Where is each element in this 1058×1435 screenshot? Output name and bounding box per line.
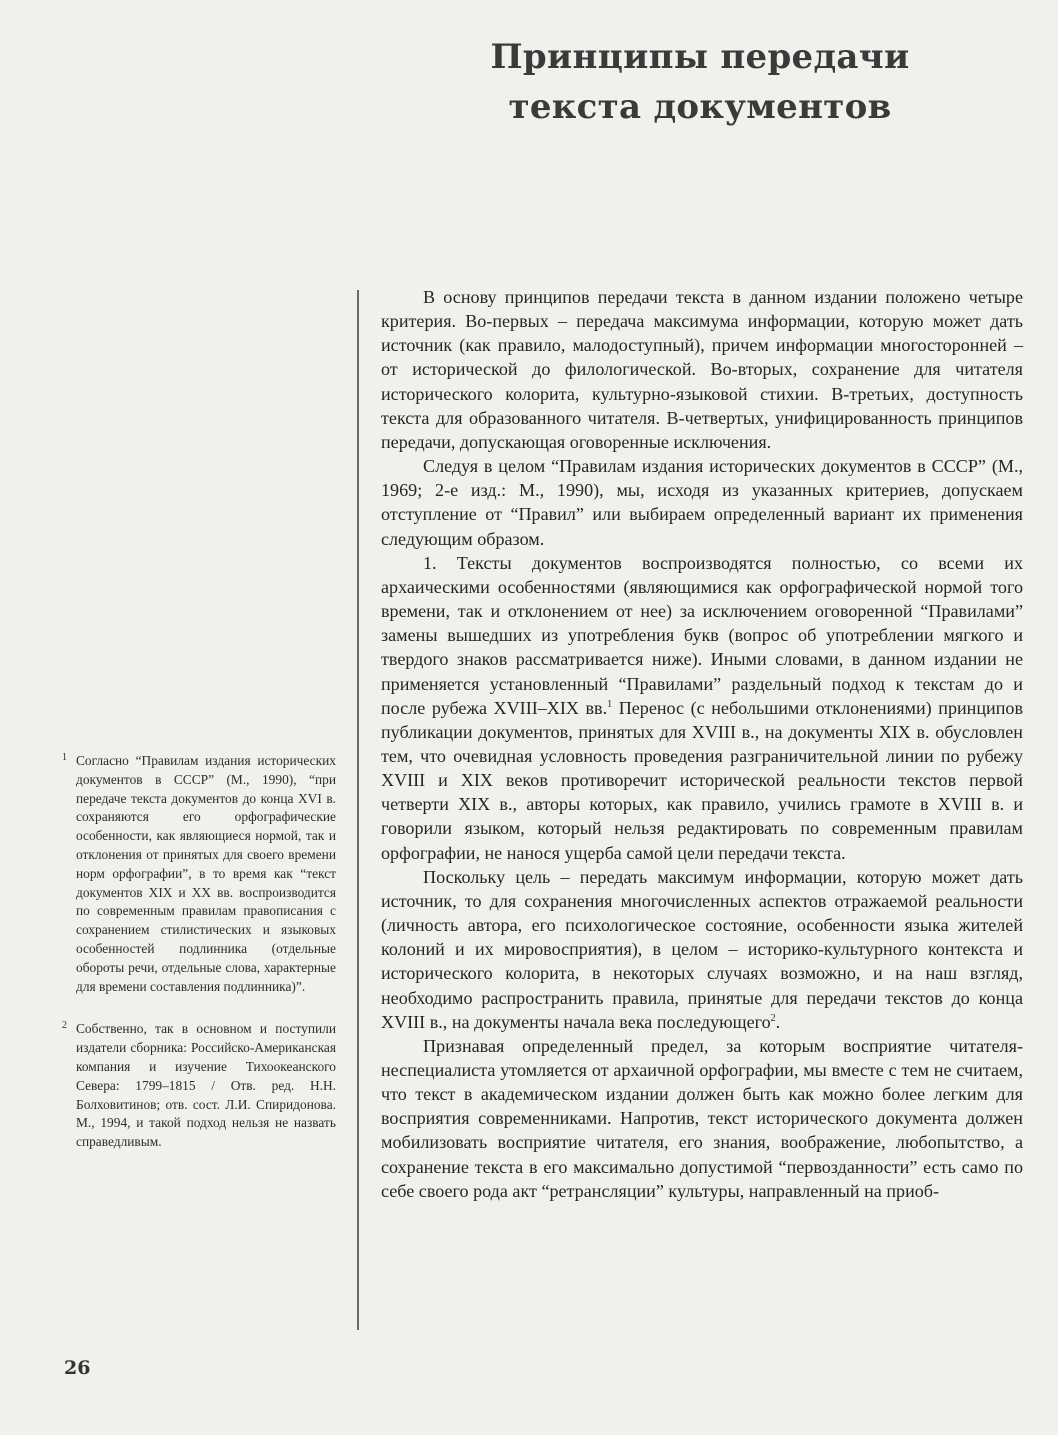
paragraph-5: Признавая определенный предел, за которым восприятие читателя-неспециалиста утомляется от архаичной орфографии, мы вместе с тем не считаем, что текст в академическом издании должен быть как можно более легким для восприятия современниками. Напротив, текст исторического документа должен мобилизовать восприятие читателя, его знания, воображение, любопытство, а сохранение текста в его максимально допустимой “первозданности” есть само по себе своего рода акт “ретрансляции” культуры, направленный на приоб- bbox=[381, 1035, 1023, 1201]
footnote-1 bbox=[62, 752, 336, 996]
footnote-2 bbox=[62, 1020, 336, 1152]
paragraph-1: В основу принципов передачи текста в данном издании положено четыре критерия. Во-первых – передача максимума информации, которую может дать источник (как правило, малодоступный), причем информации многосторонней – от исторической до филологической. Во-вторых, сохранение для читателя исторического колорита, культурно-языковой стихии. В-третьих, доступность текста для образованного читателя. В-четвертых, унифицированность принципов передачи, допускающая оговоренные исключения. bbox=[381, 287, 1023, 452]
main-text bbox=[381, 285, 1023, 1203]
paragraph-4-period: . bbox=[775, 1011, 781, 1032]
page-title bbox=[440, 32, 960, 132]
footnote-ref-1[interactable]: 1 bbox=[607, 698, 613, 710]
paragraph-3-text: 1. Тексты документов воспроизводятся полностью, со всеми их архаическими особенностями (являющимися как орфографической нормой того времени, так и отклонением от нее) за исключением оговоренной “Правилами” замены вышедших из употребления букв (вопрос об употреблении мягкого и твердого знаков рассматривается ниже). Иными словами, в данном издании не применяется установленный “Правилами” раздельный подход к текстам до и после рубежа XVIII–XIX вв. bbox=[381, 552, 1023, 718]
page-number: 26 bbox=[64, 1357, 91, 1379]
title-line-2: текста документов bbox=[508, 87, 892, 127]
footnote-ref-2[interactable]: 2 bbox=[770, 1012, 776, 1024]
paragraph-4-text: Поскольку цель – передать максимум информации, которую может дать источник, то для сохранения многочисленных аспектов отражаемой реальности (личность автора, его психологическое состояние, особенности языка жителей колоний и их мировосприятия), в целом – историко-культурного контекста и исторического колорита, в некоторых случаях возможно, и на наш взгляд, необходимо распространить правила, принятые для передачи текстов до конца XVIII в., на документы начала века последующего bbox=[381, 866, 1023, 1032]
footnotes bbox=[62, 752, 336, 1176]
footnote-2-text: Собственно, так в основном и поступили издатели сборника: Российско-Американская компания и изучение Тихоокеанского Севера: 1799–1815 / Отв. ред. Н.Н. Болховитинов; отв. сост. Л.И. Спиридонова. М., 1994, и такой подход нельзя не назвать справедливым. bbox=[76, 1021, 336, 1150]
paragraph-3 bbox=[381, 551, 1023, 865]
vertical-rule bbox=[357, 290, 359, 1330]
title-line-1: Принципы передачи bbox=[490, 37, 910, 77]
paragraph-3-continued: Перенос (с небольшими отклонениями) принципов публикации документов, принятых для XVIII в., на документы XIX в. обусловлен тем, что очевидная условность проведения разграничительной линии по рубежу XVIII и XIX веков противоречит исторической реальности текстов первой четверти XIX в., авторы которых, как правило, учились грамоте в XVIII в. и говорили языком, который нельзя редактировать по современным правилам орфографии, не нанося ущерба самой цели передачи текста. bbox=[381, 697, 1023, 863]
footnote-2-number: 2 bbox=[62, 1020, 67, 1032]
footnote-1-number: 1 bbox=[62, 752, 67, 763]
footnote-1-text: Согласно “Правилам издания исторических документов в СССР” (М., 1990), “при передаче текста документов до конца XVI в. сохраняются его орфографические особенности, как являющиеся нормой, так и отклонения от принятых для своего времени норм орфографии”, в то время как “текст документов XIX и XX вв. воспроизводится по современным правилам правописания с сохранением стилистических и языковых особенностей подлинника (отдельные обороты речи, отдельные слова, характерные для времени составления подлинника)”. bbox=[76, 753, 336, 994]
paragraph-2: Следуя в целом “Правилам издания исторических документов в СССР” (М., 1969; 2-е изд.: М., 1990), мы, исходя из указанных критериев, допускаем отступление от “Правил” или выбираем определенный вариант их применения следующим образом. bbox=[381, 456, 1023, 549]
paragraph-4 bbox=[381, 865, 1023, 1034]
